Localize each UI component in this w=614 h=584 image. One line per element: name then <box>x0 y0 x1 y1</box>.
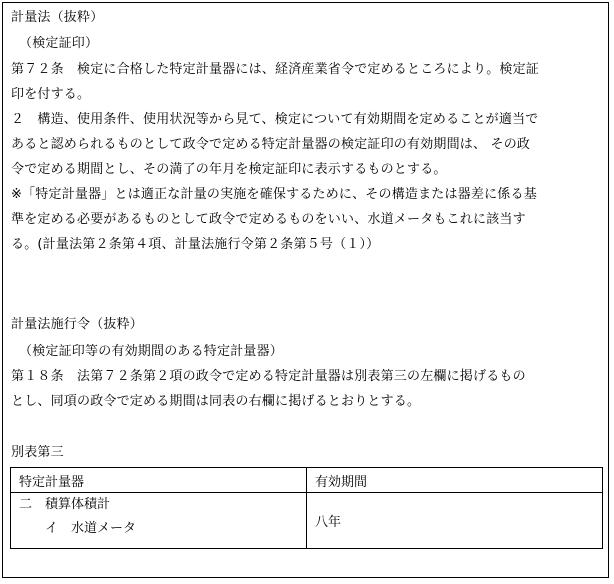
header-cell-validity: 有効期間 <box>307 468 603 493</box>
note-line-2: 準を定める必要があるものとして政令で定めるものをいい、水道メータもこれに該当す <box>11 212 526 227</box>
table-row <box>11 493 603 549</box>
note-line-3: る。(計量法第２条第４項、計量法施行令第２条第５号（１）） <box>11 237 380 252</box>
article72-line-3: ２ 構造、使用条件、使用状況等から見て、検定について有効期間を定めることが適当で <box>11 112 539 127</box>
header-cell-instrument: 特定計量器 <box>11 468 307 493</box>
section2-title: 計量法施行令（抜粋） <box>11 317 144 332</box>
article72-line-2: 印を付する。 <box>11 87 91 102</box>
article72-line-5: 令で定める期間とし、その満了の年月を検定証印に表示するものとする。 <box>11 162 447 177</box>
table-caption: 別表第三 <box>11 445 64 460</box>
appendix-table <box>10 467 603 549</box>
article72-line-1: 第７２条 検定に合格した特定計量器には、経済産業省令で定めるところにより。検定証 <box>11 62 540 77</box>
section1-title: 計量法（抜粋） <box>11 10 104 25</box>
item-water-meter: イ 水道メータ <box>45 521 137 536</box>
cell-instrument <box>11 493 307 549</box>
item-integrating-volume-meter: 二 積算体積計 <box>19 497 111 512</box>
section2-subtitle: （検定証印等の有効期間のある特定計量器） <box>19 344 284 359</box>
article18-line-1: 第１８条 法第７２条第２項の政令で定める特定計量器は別表第三の左欄に掲げるもの <box>11 369 526 384</box>
table-header-row <box>11 468 603 493</box>
section1-subtitle: （検定証印） <box>19 36 99 51</box>
cell-validity-period: 八年 <box>307 493 603 549</box>
article72-line-4: あると認められるものとして政令で定める特定計量器の検定証印の有効期間は、 その政 <box>11 137 531 152</box>
article18-line-2: とし、同項の政令で定める期間は同表の右欄に掲げるとおりとする。 <box>11 394 421 409</box>
note-line-1: ※「特定計量器」とは適正な計量の実施を確保するために、その構造または器差に係る基 <box>11 187 537 202</box>
